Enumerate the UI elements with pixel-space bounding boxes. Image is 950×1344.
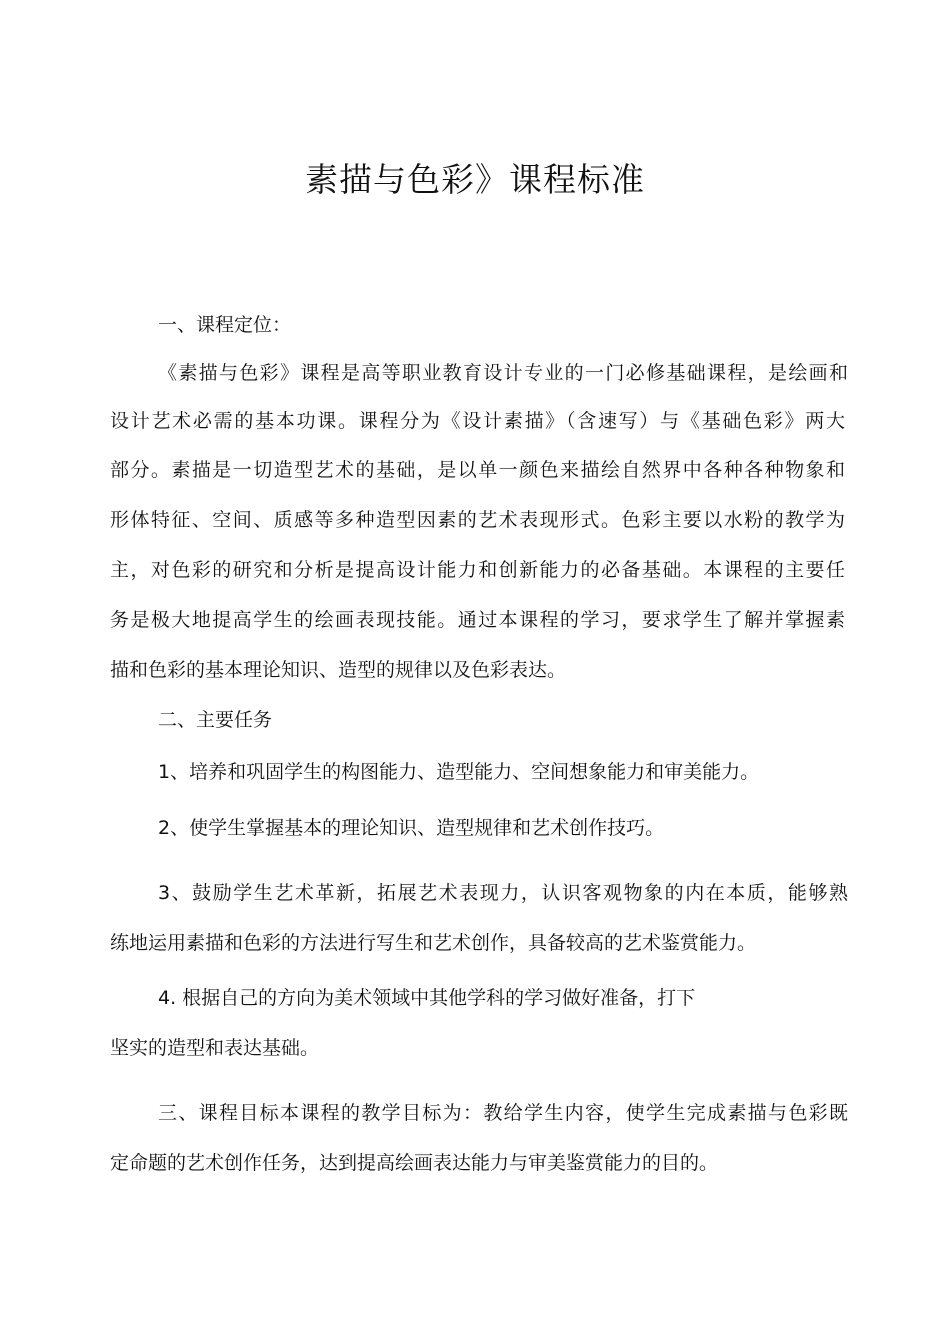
task-item-4-line-1: 4. 根据自己的方向为美术领域中其他学科的学习做好准备，打下 bbox=[158, 987, 696, 1009]
document-title: 素描与色彩》课程标准 bbox=[305, 160, 645, 199]
section1-line-5: 主，对色彩的研究和分析是提高设计能力和创新能力的必备基础。本课程的主要任 bbox=[110, 559, 845, 581]
task-item-2: 2、使学生掌握基本的理论知识、造型规律和艺术创作技巧。 bbox=[158, 817, 665, 839]
section1-line-2: 设计艺术必需的基本功课。课程分为《设计素描》（含速写）与《基础色彩》两大 bbox=[110, 410, 845, 432]
section1-line-6: 务是极大地提高学生的绘画表现技能。通过本课程的学习，要求学生了解并掌握素 bbox=[110, 609, 845, 631]
task-item-4-line-2: 坚实的造型和表达基础。 bbox=[110, 1037, 320, 1059]
section1-line-4: 形体特征、空间、质感等多种造型因素的艺术表现形式。色彩主要以水粉的教学为 bbox=[110, 509, 845, 531]
section3-line-2: 定命题的艺术创作任务，达到提高绘画表达能力与审美鉴赏能力的目的。 bbox=[110, 1152, 719, 1174]
task-item-3-line-2: 练地运用素描和色彩的方法进行写生和艺术创作，具备较高的艺术鉴赏能力。 bbox=[110, 932, 757, 954]
section2-heading: 二、主要任务 bbox=[158, 709, 273, 731]
section1-line-7: 描和色彩的基本理论知识、造型的规律以及色彩表达。 bbox=[110, 659, 567, 681]
section1-line-3: 部分。素描是一切造型艺术的基础，是以单一颜色来描绘自然界中各种各种物象和 bbox=[110, 459, 845, 481]
section1-line-1: 《素描与色彩》课程是高等职业教育设计专业的一门必修基础课程，是绘画和 bbox=[158, 362, 848, 384]
task-item-3-line-1: 3、鼓励学生艺术革新，拓展艺术表现力，认识客观物象的内在本质，能够熟 bbox=[158, 882, 848, 904]
section3-line-1: 三、课程目标本课程的教学目标为：教给学生内容，使学生完成素描与色彩既 bbox=[158, 1102, 848, 1124]
section1-heading: 一、课程定位： bbox=[158, 314, 292, 336]
task-item-1: 1、培养和巩固学生的构图能力、造型能力、空间想象能力和审美能力。 bbox=[158, 761, 760, 783]
